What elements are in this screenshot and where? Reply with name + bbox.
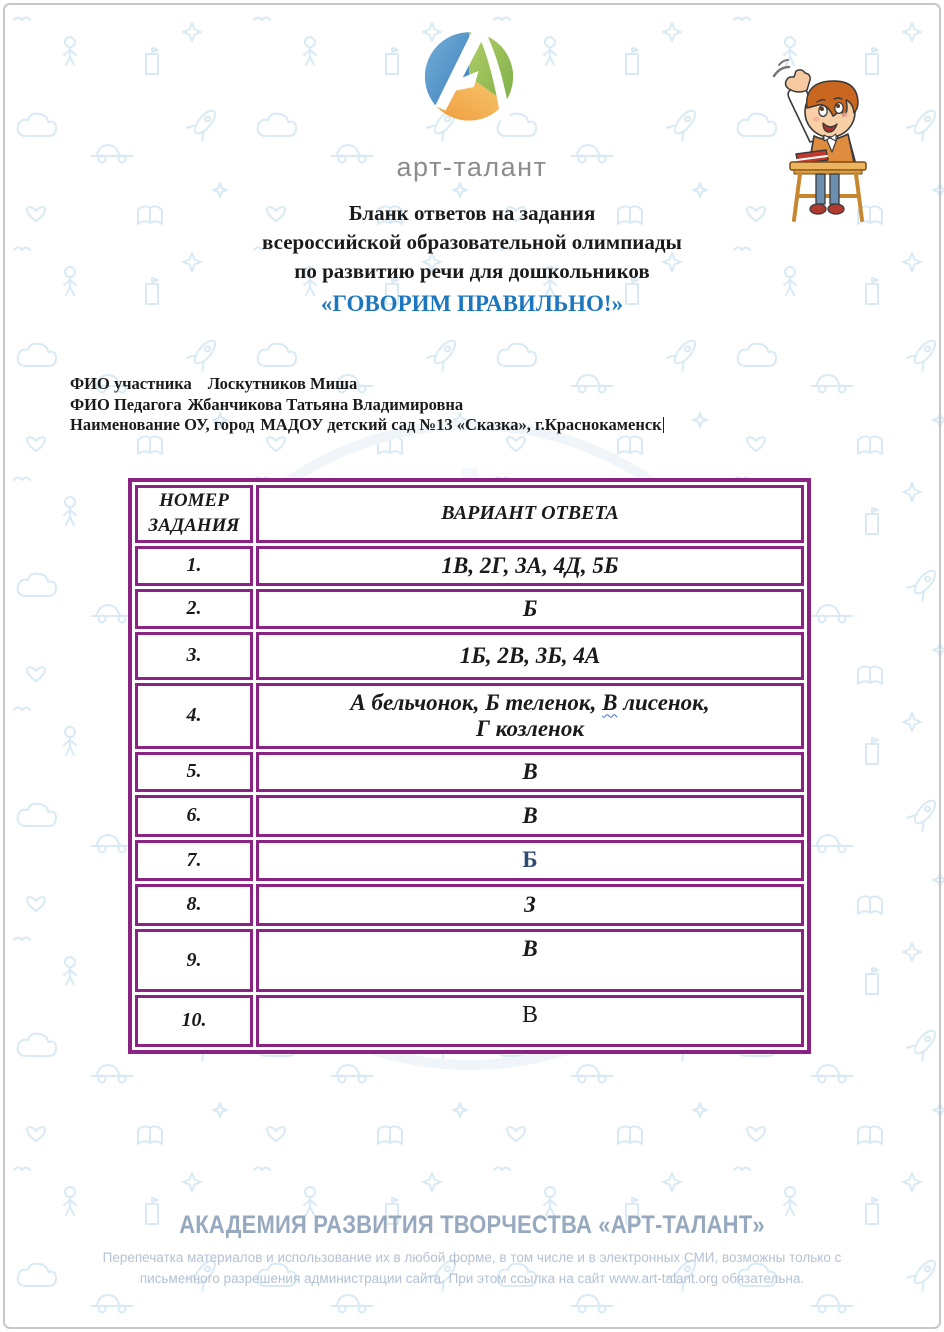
art-talant-triangle-a-icon [420, 23, 524, 135]
table-row [135, 840, 804, 881]
title-line-3: по развитию речи для дошкольников [294, 259, 650, 283]
task-number-cell: 4. [135, 683, 253, 749]
institution-label: Наименование ОУ, город [70, 415, 255, 434]
boy-raising-hand-illustration-icon [766, 56, 882, 226]
task-number-cell: 3. [135, 632, 253, 680]
answer-variant-header: ВАРИАНТ ОТВЕТА [256, 485, 804, 543]
table-row [135, 929, 804, 992]
table-row [135, 632, 804, 680]
task-number-cell: 2. [135, 589, 253, 629]
table-row [135, 683, 804, 749]
brand-name: арт-талант [396, 152, 548, 182]
answer-text-part: лисенок, [617, 689, 710, 715]
table-row [135, 884, 804, 926]
table-header-row [135, 485, 804, 543]
teacher-name-row [70, 395, 944, 416]
task-number-header: НОМЕР ЗАДАНИЯ [135, 485, 253, 543]
answer-cell[interactable]: 1Б, 2В, 3Б, 4А [256, 632, 804, 680]
task-number-cell: 7. [135, 840, 253, 881]
institution-value[interactable]: МАДОУ детский сад №13 «Сказка», г.Краснокаменск [260, 415, 662, 434]
page-footer [0, 1211, 944, 1290]
answer-text-part: В [602, 689, 618, 715]
table-row [135, 752, 804, 792]
answer-cell[interactable]: В [256, 929, 804, 992]
copyright-note-line-2: письменного разрешения администрации сайта. При этом ссылка на сайт www.art-talant.org обязательна. [139, 1271, 805, 1287]
table-row [135, 995, 804, 1047]
table-row [135, 546, 804, 586]
table-row [135, 795, 804, 837]
answer-cell[interactable]: В [256, 995, 804, 1047]
task-number-cell: 8. [135, 884, 253, 926]
academy-name: АКАДЕМИЯ РАЗВИТИЯ ТВОРЧЕСТВА «АРТ-ТАЛАНТ» [179, 1211, 765, 1240]
answer-cell[interactable] [256, 683, 804, 749]
olympiad-name: «ГОВОРИМ ПРАВИЛЬНО!» [320, 291, 624, 316]
participant-name-row [70, 374, 944, 395]
answer-cell[interactable]: Б [256, 589, 804, 629]
copyright-note-line-1: Перепечатка материалов и использование их в любой форме, в том числе и в электронных СМИ, возможны только с [102, 1250, 842, 1266]
answer-cell[interactable]: З [256, 884, 804, 926]
answer-cell[interactable]: В [256, 752, 804, 792]
teacher-name-value[interactable]: Жбанчикова Татьяна Владимировна [187, 394, 464, 414]
task-number-cell: 9. [135, 929, 253, 992]
participant-name-label: ФИО участника [70, 374, 192, 393]
participant-name-value[interactable]: Лоскутников Миша [207, 374, 358, 393]
teacher-name-label: ФИО Педагога [70, 394, 182, 414]
copyright-note [47, 1248, 897, 1290]
title-line-2: всероссийской образовательной олимпиады [262, 230, 682, 254]
answer-text-part: А бельчонок, Б теленок, [350, 689, 603, 715]
answers-table-body [135, 485, 804, 1047]
task-number-cell: 1. [135, 546, 253, 586]
task-number-cell: 10. [135, 995, 253, 1047]
institution-row [70, 415, 944, 436]
text-cursor [663, 417, 665, 433]
task-number-cell: 5. [135, 752, 253, 792]
answer-cell[interactable]: В [256, 795, 804, 837]
answer-cell[interactable]: 1В, 2Г, 3А, 4Д, 5Б [256, 546, 804, 586]
title-line-1: Бланк ответов на задания [348, 201, 596, 225]
answer-cell[interactable]: Б [256, 840, 804, 881]
table-row [135, 589, 804, 629]
answers-table [128, 478, 811, 1054]
task-number-cell: 6. [135, 795, 253, 837]
participant-info [70, 374, 944, 436]
answer-text-part: Г козленок [476, 715, 584, 741]
